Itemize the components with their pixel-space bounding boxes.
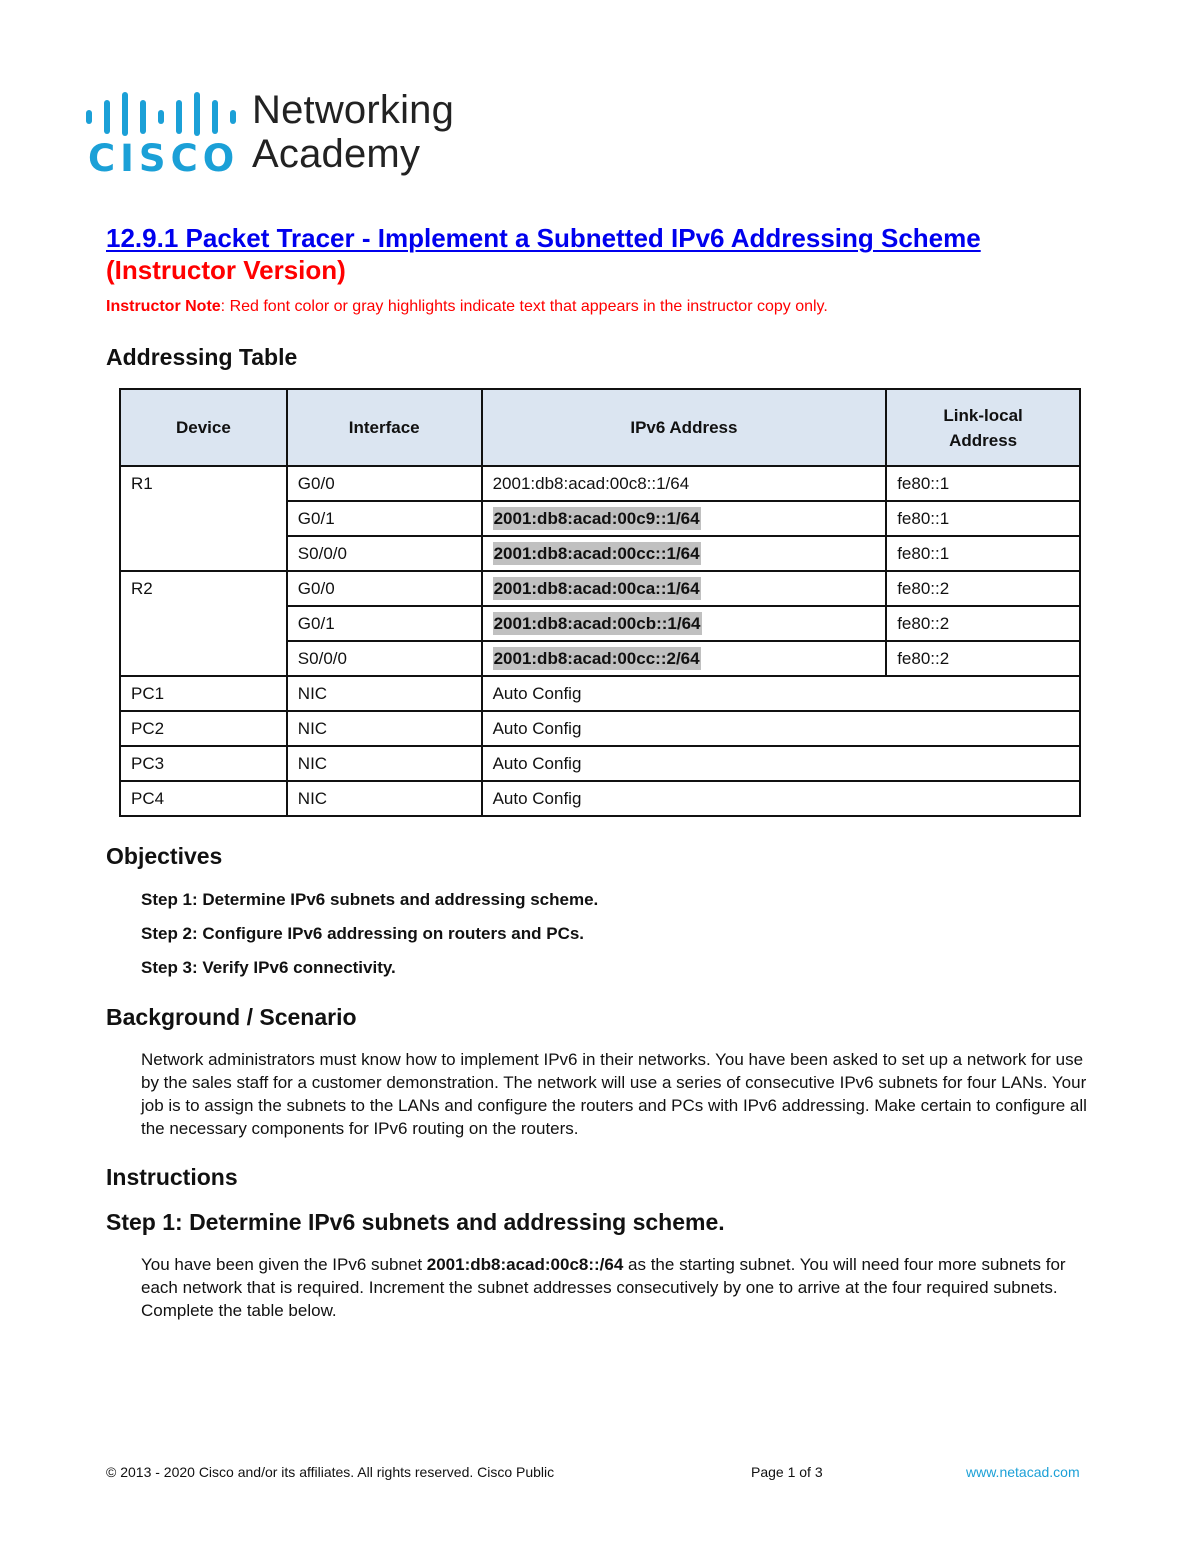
- highlighted-answer: 2001:db8:acad:00cc::2/64: [493, 648, 700, 668]
- highlighted-answer: 2001:db8:acad:00ca::1/64: [493, 578, 700, 598]
- cell-ipv6: [482, 641, 887, 676]
- addressing-table-heading: Addressing Table: [106, 344, 298, 370]
- logo-product-name: [252, 88, 454, 176]
- title-link[interactable]: 12.9.1 Packet Tracer - Implement a Subnetted IPv6 Addressing Scheme: [106, 223, 981, 253]
- footer-website-link[interactable]: www.netacad.com: [966, 1464, 1080, 1480]
- cell-ipv6: [482, 501, 887, 536]
- table-row: [120, 781, 1080, 816]
- objective-step-1: Step 1: Determine IPv6 subnets and addressing scheme.: [141, 890, 599, 909]
- table-row: [120, 466, 1080, 501]
- footer-copyright: © 2013 - 2020 Cisco and/or its affiliates. All rights reserved. Cisco Public: [106, 1464, 555, 1480]
- highlighted-answer: 2001:db8:acad:00cb::1/64: [493, 613, 701, 633]
- addressing-table: [119, 388, 1081, 817]
- header-line-1: Link-local: [943, 405, 1023, 425]
- cell-device: PC1: [120, 676, 287, 711]
- cisco-bars-icon: [86, 92, 236, 136]
- objective-step-3: Step 3: Verify IPv6 connectivity.: [141, 958, 396, 977]
- cell-device: R1: [120, 466, 287, 571]
- table-row: [120, 711, 1080, 746]
- cell-device: PC3: [120, 746, 287, 781]
- page-title: [106, 222, 981, 286]
- cell-ipv6: [482, 606, 887, 641]
- table-row: [120, 746, 1080, 781]
- table-row: [120, 676, 1080, 711]
- step1-starting-subnet: 2001:db8:acad:00c8::/64: [426, 1255, 624, 1274]
- cell-link-local: fe80::1: [886, 536, 1080, 571]
- cell-ipv6: [482, 536, 887, 571]
- instructor-note-text: : Red font color or gray highlights indicate text that appears in the instructor copy only.: [220, 298, 828, 315]
- cell-link-local: fe80::2: [886, 571, 1080, 606]
- cell-interface: G0/0: [287, 466, 482, 501]
- cell-interface: NIC: [287, 711, 482, 746]
- logo-line-academy: Academy: [252, 132, 421, 176]
- table-header-row: [120, 389, 1080, 466]
- cell-ipv6: Auto Config: [482, 676, 1080, 711]
- instructions-heading: Instructions: [106, 1164, 238, 1190]
- cell-link-local: fe80::1: [886, 501, 1080, 536]
- title-instructor-version: (Instructor Version): [106, 255, 346, 285]
- cell-link-local: fe80::2: [886, 641, 1080, 676]
- table-row: [120, 571, 1080, 606]
- step1-heading: Step 1: Determine IPv6 subnets and addressing scheme.: [106, 1209, 725, 1235]
- cell-link-local: fe80::2: [886, 606, 1080, 641]
- step1-text-before: You have been given the IPv6 subnet: [141, 1255, 427, 1274]
- column-header-ipv6-address: IPv6 Address: [482, 389, 887, 466]
- background-heading: Background / Scenario: [106, 1004, 357, 1030]
- cell-device: PC2: [120, 711, 287, 746]
- cell-interface: G0/0: [287, 571, 482, 606]
- cisco-networking-academy-logo: [86, 88, 486, 178]
- cell-device: R2: [120, 571, 287, 676]
- cell-interface: NIC: [287, 781, 482, 816]
- cell-interface: NIC: [287, 676, 482, 711]
- cisco-wordmark: CISCO: [88, 137, 240, 180]
- highlighted-answer: 2001:db8:acad:00cc::1/64: [493, 543, 700, 563]
- column-header-link-local: [886, 389, 1080, 466]
- cell-ipv6: [482, 571, 887, 606]
- header-line-2: Address: [949, 430, 1018, 450]
- column-header-device: Device: [120, 389, 287, 466]
- cell-device: PC4: [120, 781, 287, 816]
- footer-page-number: Page 1 of 3: [751, 1464, 823, 1480]
- instructor-note: [106, 298, 828, 316]
- cell-ipv6: 2001:db8:acad:00c8::1/64: [482, 466, 887, 501]
- background-paragraph: Network administrators must know how to implement IPv6 in their networks. You have been asked to set up a network for use by the sales staff for a customer demonstration. The network will use a series of consecutive IPv6 subnets for four LANs. Your job is to assign the subnets to the LANs and configure the routers and PCs with IPv6 addressing. Make certain to configure all the necessary components for IPv6 routing on the routers.: [141, 1050, 1087, 1138]
- cell-interface: G0/1: [287, 606, 482, 641]
- cell-interface: S0/0/0: [287, 536, 482, 571]
- step1-paragraph: [141, 1253, 1101, 1322]
- step1-text-after: as the starting subnet. You will need four more subnets for each network that is required. Increment the subnet addresses consecutively by one to arrive at the four required subnets. Complete the table below.: [141, 1255, 1066, 1320]
- highlighted-answer: 2001:db8:acad:00c9::1/64: [493, 508, 700, 528]
- cell-ipv6: Auto Config: [482, 711, 1080, 746]
- logo-line-networking: Networking: [252, 88, 455, 132]
- cell-interface: G0/1: [287, 501, 482, 536]
- cell-interface: S0/0/0: [287, 641, 482, 676]
- cell-ipv6: Auto Config: [482, 781, 1080, 816]
- column-header-interface: Interface: [287, 389, 482, 466]
- cell-link-local: fe80::1: [886, 466, 1080, 501]
- objectives-heading: Objectives: [106, 843, 223, 869]
- cell-ipv6: Auto Config: [482, 746, 1080, 781]
- instructor-note-label: Instructor Note: [106, 298, 221, 315]
- cell-interface: NIC: [287, 746, 482, 781]
- objective-step-2: Step 2: Configure IPv6 addressing on routers and PCs.: [141, 924, 585, 943]
